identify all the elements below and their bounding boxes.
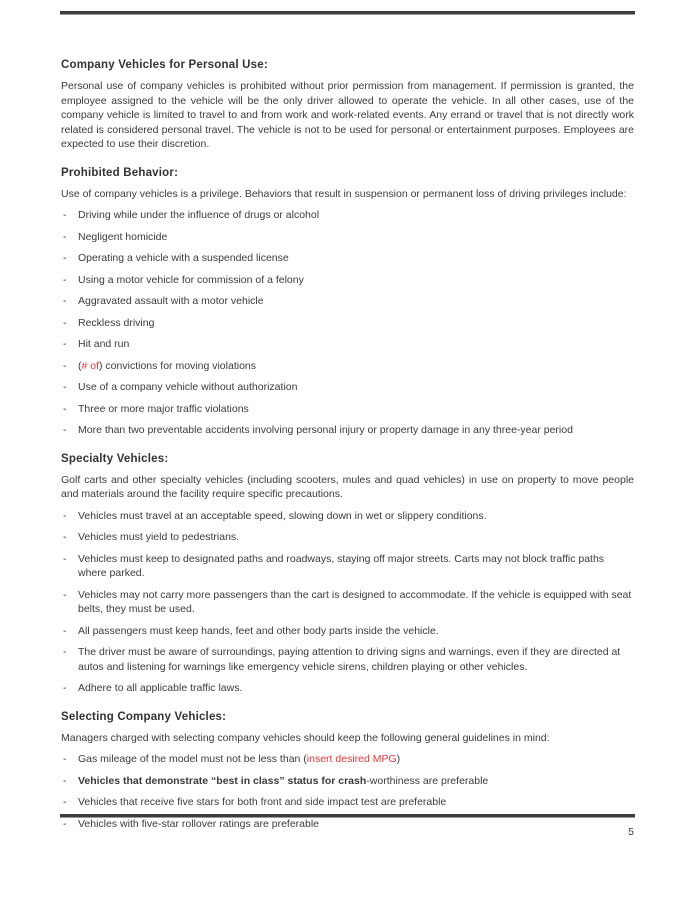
list-item [61, 588, 634, 617]
bullet-dash-marker: - [63, 509, 67, 522]
page-number: 5 [628, 826, 634, 838]
bullet-text: Vehicles that receive five stars for both front and side impact test are preferable [78, 796, 447, 808]
list-item [61, 681, 634, 696]
bullet-text: Vehicles with five-star rollover ratings are preferable [78, 817, 320, 830]
list-item [61, 402, 634, 417]
list-item [61, 645, 634, 674]
list-item [61, 316, 634, 331]
bullet-text: Three or more major traffic violations [78, 402, 249, 415]
bullet-text: Hit and run [78, 338, 130, 350]
bullet-dash-marker: - [63, 624, 67, 637]
section-heading: Company Vehicles for Personal Use: [61, 59, 268, 71]
placeholder-text: # of [81, 359, 100, 372]
bullet-text: Operating a vehicle with a suspended license [78, 252, 289, 264]
section-3 [61, 710, 634, 832]
bullet-dash-marker: - [63, 424, 67, 436]
bullet-dash-marker: - [63, 552, 67, 565]
section-heading: Prohibited Behavior: [61, 166, 179, 179]
list-item [61, 208, 634, 223]
section-heading: Specialty Vehicles: [61, 452, 169, 465]
section-2 [61, 452, 634, 696]
list-item [61, 624, 634, 639]
list-item [61, 774, 634, 789]
bullet-text: Using a motor vehicle for commission of a felony [78, 273, 304, 286]
bullet-list [61, 208, 634, 438]
placeholder-text: insert desired MPG [306, 753, 397, 765]
bullet-list [61, 509, 634, 696]
bullet-text: Vehicles must yield to pedestrians. [78, 531, 240, 543]
bullet-text: ( [78, 359, 82, 372]
bullet-dash-marker: - [63, 774, 67, 787]
bullet-text: Negligent homicide [78, 230, 168, 243]
footer-rule [60, 814, 635, 818]
list-item [61, 752, 634, 767]
bullet-text: Vehicles that demonstrate “best in class” status for crash [78, 774, 367, 787]
section-intro: Managers charged with selecting company vehicles should keep the following general guidelines in mind: [61, 731, 550, 744]
document-body [61, 50, 634, 831]
list-item [61, 359, 634, 374]
bullet-dash-marker: - [63, 753, 67, 765]
bullet-dash-marker: - [63, 359, 67, 372]
bullet-dash-marker: - [63, 588, 67, 601]
bullet-dash-marker: - [63, 682, 67, 694]
bullet-list [61, 752, 634, 831]
bullet-dash-marker: - [63, 295, 67, 307]
list-item [61, 423, 634, 438]
section-intro: Personal use of company vehicles is prohibited without prior permission from management. If permission is granted, the employee assigned to the vehicle will be the only driver allowed to operate the vehicle. In all other cases, use of the company vehicle is limited to travel to and from work and work-related events. Any errand or travel that is not directly work related is considered personal travel. The vehicle is not to be used for personal or entertainment purposes. Employees are expected to use their discretion. [61, 80, 634, 150]
bullet-text: All passengers must keep hands, feet and other body parts inside the vehicle. [78, 624, 439, 637]
bullet-text: -worthiness are preferable [366, 774, 489, 787]
bullet-dash-marker: - [63, 402, 67, 415]
bullet-text: ) convictions for moving violations [99, 359, 256, 372]
list-item [61, 273, 634, 288]
list-item [61, 230, 634, 245]
list-item [61, 817, 634, 832]
bullet-text: Aggravated assault with a motor vehicle [78, 295, 264, 307]
list-item [61, 380, 634, 395]
bullet-text: Vehicles may not carry more passengers than the cart is designed to accommodate. If the vehicle is equipped with seat belts, they must be used. [78, 588, 632, 615]
bullet-text: Vehicles must keep to designated paths and roadways, staying off major streets. Carts may not block traffic paths where parked. [78, 552, 605, 579]
section-intro: Golf carts and other specialty vehicles (including scooters, mules and quad vehicles) in use on property to move people and materials around the facility require specific precautions. [61, 473, 634, 500]
bullet-dash-marker: - [63, 796, 67, 808]
bullet-text: Use of a company vehicle without authorization [78, 381, 298, 393]
bullet-dash-marker: - [63, 381, 67, 393]
section-0 [61, 58, 634, 152]
bullet-dash-marker: - [63, 273, 67, 286]
bullet-dash-marker: - [63, 209, 67, 221]
bullet-dash-marker: - [63, 316, 67, 329]
list-item [61, 530, 634, 545]
bullet-dash-marker: - [63, 646, 67, 658]
list-item [61, 294, 634, 309]
section-heading: Selecting Company Vehicles: [61, 710, 227, 723]
bullet-dash-marker: - [63, 531, 67, 543]
bullet-text: The driver must be aware of surroundings, paying attention to driving signs and warnings, even if they are directed at autos and listening for warnings like emergency vehicle sirens, children playing or other vehicles. [78, 646, 621, 673]
section-1 [61, 166, 634, 438]
bullet-text: ) [396, 753, 401, 765]
list-item [61, 795, 634, 810]
bullet-text: Adhere to all applicable traffic laws. [78, 682, 243, 694]
bullet-dash-marker: - [63, 338, 67, 350]
bullet-text: Driving while under the influence of drugs or alcohol [78, 209, 320, 221]
bullet-text: Gas mileage of the model must not be less than ( [78, 753, 307, 765]
bullet-text: More than two preventable accidents involving personal injury or property damage in any three-year period [78, 424, 573, 436]
bullet-text: Vehicles must travel at an acceptable speed, slowing down in wet or slippery conditions. [78, 509, 487, 522]
list-item [61, 552, 634, 581]
bullet-dash-marker: - [63, 817, 67, 830]
list-item [61, 337, 634, 352]
list-item [61, 251, 634, 266]
bullet-dash-marker: - [63, 252, 67, 264]
section-intro: Use of company vehicles is a privilege. Behaviors that result in suspension or permanent loss of driving privileges include: [61, 187, 627, 200]
bullet-text: Reckless driving [78, 316, 155, 329]
header-rule [60, 11, 635, 15]
list-item [61, 509, 634, 524]
bullet-dash-marker: - [63, 230, 67, 243]
